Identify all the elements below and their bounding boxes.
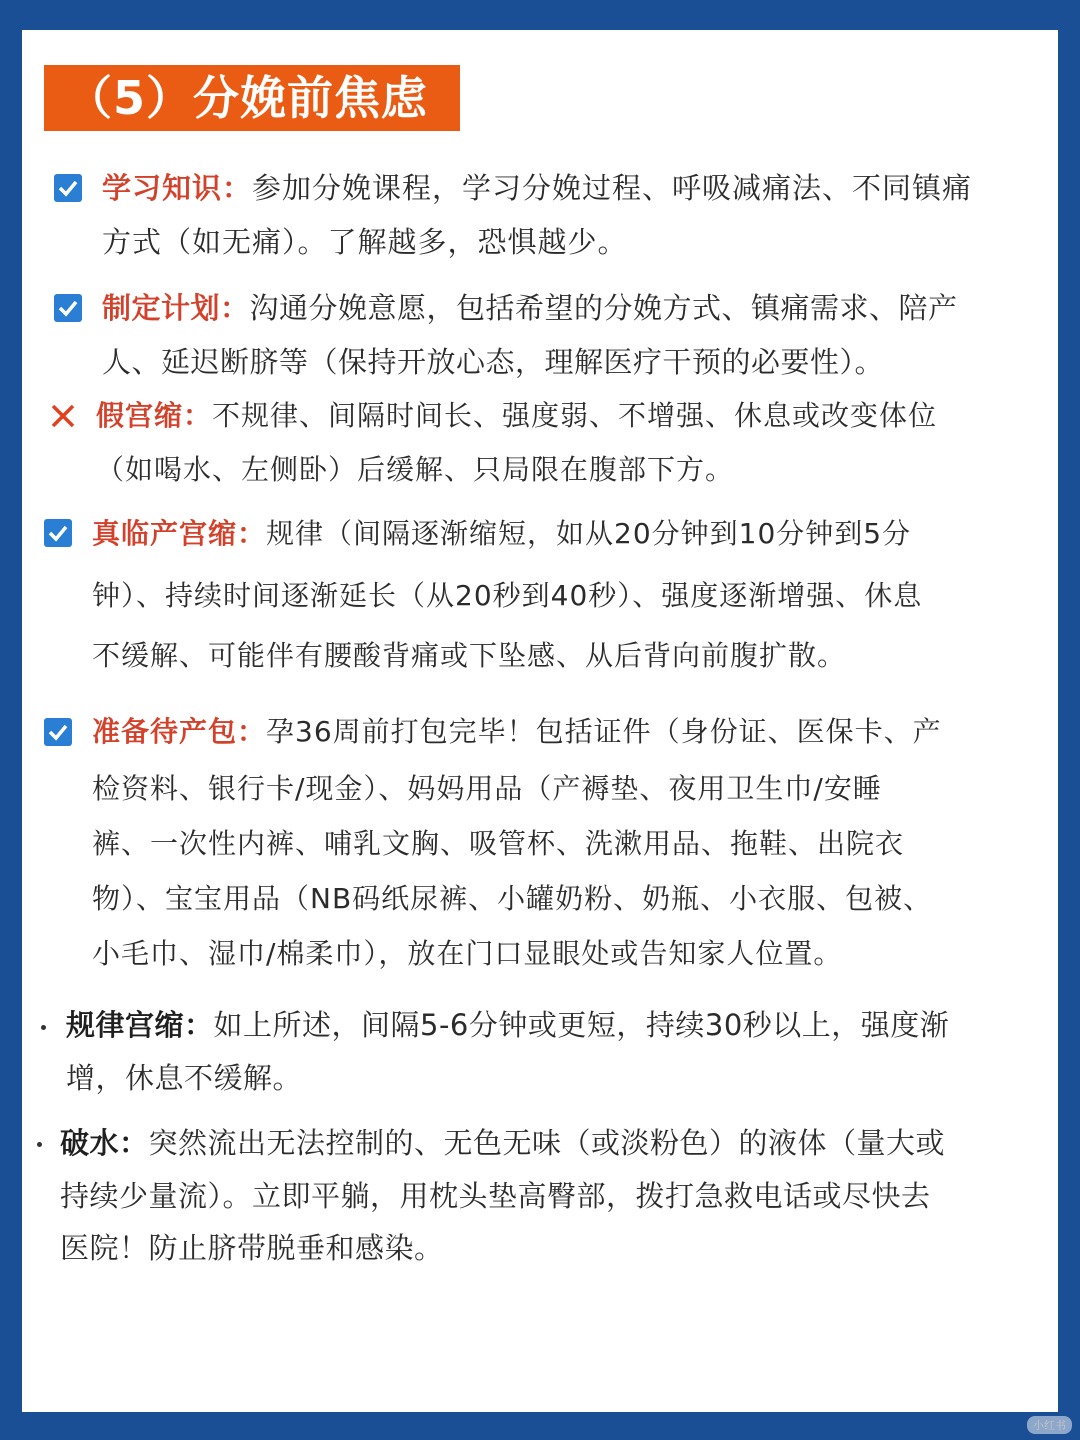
item-text: 人、延迟断脐等（保持开放心态，理解医疗干预的必要性）。 [102,345,885,379]
item-text: 方式（如无痛）。了解越多，恐惧越少。 [102,225,628,259]
item-text: 参加分娩课程，学习分娩过程、呼吸减痛法、不同镇痛 [252,171,973,205]
list-item-false-contractions [96,392,937,496]
item-text: 持续少量流）。立即平躺，用枕头垫高臀部，拨打急救电话或尽快去 [60,1179,931,1213]
item-text: （如喝水、左侧卧）后缓解、只局限在腹部下方。 [96,453,735,486]
watermark: 小红书 [1027,1416,1072,1434]
content-card [22,30,1058,1412]
list-item-regular-contractions [66,1000,949,1104]
list-item-true-contractions [92,506,922,686]
item-text: 检资料、银行卡/现金）、妈妈用品（产褥垫、夜用卫生巾/安睡 [92,772,882,805]
bullet-dot [37,1142,42,1147]
item-text: 增，休息不缓解。 [66,1061,303,1095]
item-text: 不规律、间隔时间长、强度弱、不增强、休息或改变体位 [212,399,938,432]
item-text: 孕36周前打包完毕！包括证件（身份证、医保卡、产 [266,715,942,748]
item-text: 沟通分娩意愿，包括希望的分娩方式、镇痛需求、陪产 [249,291,958,325]
page-title: （5）分娩前焦虑 [44,65,460,131]
list-item-plan [102,284,958,388]
checkbox-icon [54,294,82,322]
list-item-hospital-bag [92,706,942,981]
item-label: 准备待产包： [92,715,267,748]
item-label: 制定计划： [102,291,250,325]
item-text: 裤、一次性内裤、哺乳文胸、吸管杯、洗漱用品、拖鞋、出院衣 [92,827,905,860]
item-text: 钟）、持续时间逐渐延长（从20秒到40秒）、强度逐渐增强、休息 [92,579,923,612]
item-text: 不缓解、可能伴有腰酸背痛或下坠感、从后背向前腹扩散。 [92,639,847,672]
item-text: 医院！防止脐带脱垂和感染。 [60,1231,444,1265]
list-item-study [102,164,972,268]
bullet-dot [41,1025,46,1030]
item-label: 学习知识： [102,171,253,205]
item-label: 真临产宫缩： [92,517,267,550]
checkbox-icon [54,174,82,202]
item-label: 假宫缩： [96,399,213,432]
item-text: 小毛巾、湿巾/棉柔巾），放在门口显眼处或告知家人位置。 [92,937,843,970]
checkbox-icon [44,718,72,746]
cross-icon [48,401,78,431]
item-label: 破水： [60,1126,149,1160]
item-text: 规律（间隔逐渐缩短，如从20分钟到10分钟到5分 [266,517,912,550]
checkbox-icon [44,519,72,547]
item-text: 物）、宝宝用品（NB码纸尿裤、小罐奶粉、奶瓶、小衣服、包被、 [92,882,933,915]
list-item-water-breaking [60,1118,945,1274]
item-text: 突然流出无法控制的、无色无味（或淡粉色）的液体（量大或 [148,1126,946,1160]
item-text: 如上所述，间隔5-6分钟或更短，持续30秒以上，强度渐 [213,1008,950,1042]
item-label: 规律宫缩： [66,1008,214,1042]
